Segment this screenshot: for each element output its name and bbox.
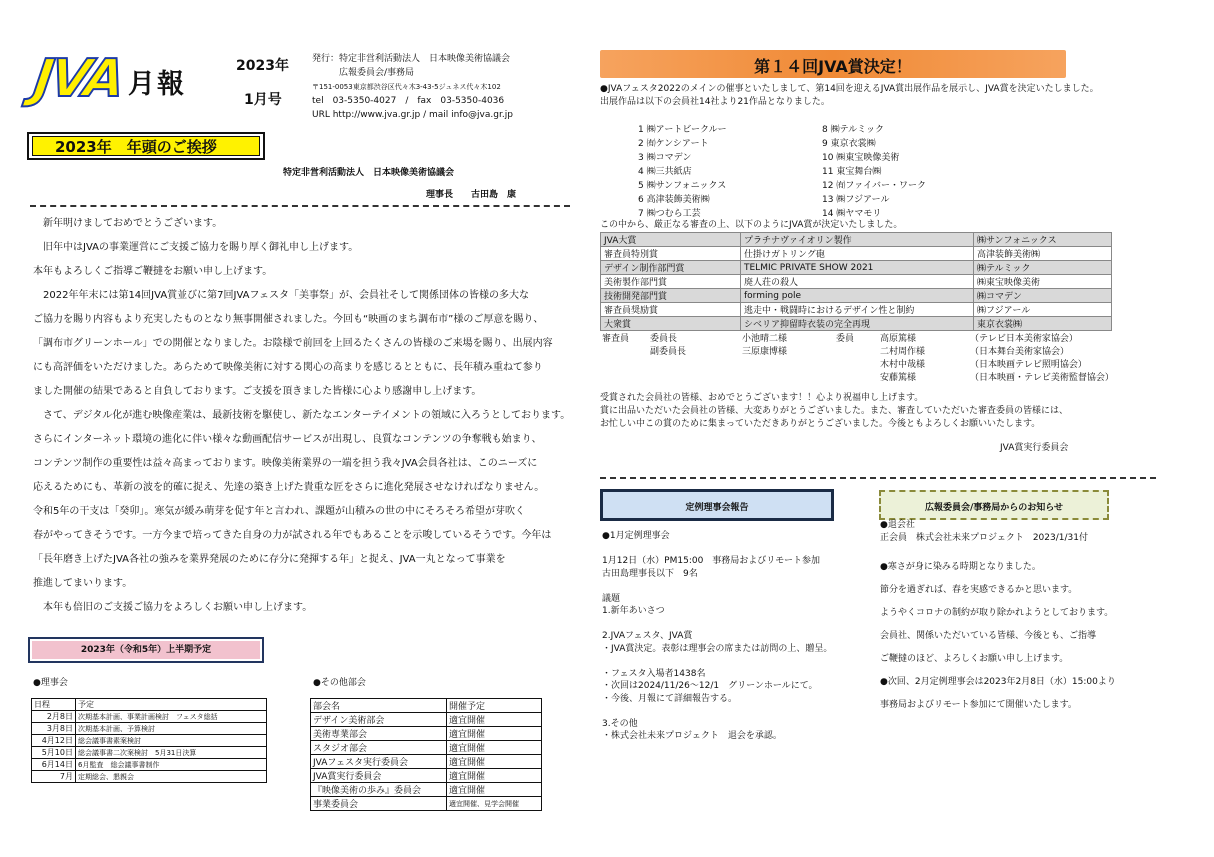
greeting-title: 2023年 年頭のご挨拶 <box>32 136 260 156</box>
notice-message <box>880 556 1116 717</box>
company-item: 13 ㈱フジアール <box>822 195 890 205</box>
report-line: ・フェスタ入場者1438名 <box>602 668 706 679</box>
decision-text: この中から、厳正なる審査の上、以下のようにJVA賞が決定いたしました。 <box>600 220 903 230</box>
greeting-line: 春がやってきそうです。一方今まで培ってきた自身の力が試される年でもあることを示唆しているそうです。今年は <box>33 530 552 541</box>
company-item: 3 ㈱コマデン <box>638 153 692 163</box>
board-report-body <box>602 530 832 743</box>
winner-row <box>601 247 1112 261</box>
report-line <box>602 705 832 718</box>
chair-label: 委員長 <box>650 334 678 344</box>
schedule-title-box <box>28 637 264 663</box>
board-heading: ●理事会 <box>33 678 68 688</box>
winner-row <box>601 275 1112 289</box>
company-item: 9 東京衣裳㈱ <box>822 139 876 149</box>
company-item: 4 ㈱三共紙店 <box>638 167 692 177</box>
table-row <box>311 797 542 811</box>
table-row <box>311 713 542 727</box>
report-line <box>602 543 832 556</box>
publisher-line: 発行：特定非営利活動法人 日本映像美術協議会 <box>312 54 511 64</box>
notice-line: ●次回、2月定例理事会は2023年2月8日（水）15:00より <box>880 677 1116 687</box>
table-row <box>32 771 267 783</box>
table-row <box>311 741 542 755</box>
plan-cell: 次期基本計画、事業計画検討 フェスタ総括 <box>76 711 267 723</box>
issue-year: 2023年 <box>236 58 289 74</box>
winner-company: ㈱コマデン <box>974 289 1112 303</box>
schedule-title: 2023年（令和5年）上半期予定 <box>32 641 260 659</box>
report-line <box>602 580 832 593</box>
vice-name: 三原康博様 <box>742 347 788 357</box>
other-heading: ●その他部会 <box>313 678 366 688</box>
plan-cell: 適宜開催 <box>447 783 542 797</box>
greeting-signer: 理事長 古田島 康 <box>426 190 517 200</box>
judge-org: （テレビ日本美術家協会） <box>970 334 1078 344</box>
notice-line: ようやくコロナの制約が取り除かれようとしております。 <box>880 608 1114 618</box>
notice-withdrawal <box>880 519 1088 545</box>
date-cell: 3月8日 <box>32 723 76 735</box>
winner-company: 高津装飾美術㈱ <box>974 247 1112 261</box>
committee-cell: JVA賞実行委員会 <box>311 769 447 783</box>
greeting-line: 推進してまいります。 <box>33 578 133 589</box>
date-cell: 5月10日 <box>32 747 76 759</box>
other-committees-table <box>310 698 542 811</box>
plan-cell: 適宜開催、見学会開催 <box>447 797 542 811</box>
judge-org: （日本舞台美術家協会） <box>970 347 1070 357</box>
award-banner <box>600 50 1066 78</box>
company-item: 8 ㈱テルミック <box>822 125 884 135</box>
publisher-line: 広報委員会/事務局 <box>312 68 415 78</box>
greeting-line: コンテンツ制作の重要性は益々高まっております。映像美術業界の一端を担う我々JVA会員各社は、このニーズに <box>33 458 538 469</box>
table-row <box>311 769 542 783</box>
table-row <box>32 747 267 759</box>
award-title: 第１４回JVA賞決定！ <box>754 57 912 76</box>
company-item: 11 東宝舞台㈱ <box>822 167 882 177</box>
board-schedule-table <box>31 698 267 783</box>
company-item: 14 ㈱ヤマモリ <box>822 209 882 219</box>
work-title: TELMIC PRIVATE SHOW 2021 <box>741 261 974 275</box>
greeting-title-box <box>27 132 265 160</box>
committee-cell: JVAフェスタ実行委員会 <box>311 755 447 769</box>
plan-cell: 適宜開催 <box>447 713 542 727</box>
report-line: ・次回は2024/11/26～12/1 グリーンホールにて。 <box>602 681 818 691</box>
judge-org: （日本映画テレビ照明協会） <box>970 360 1087 370</box>
judge-members <box>880 333 925 385</box>
closing-line: お忙しい中この賞のために集まっていただきありがとうございました。今後ともよろしくお願いいたします。 <box>600 419 1041 429</box>
board-report-title: 定例理事会報告 <box>685 503 749 513</box>
company-item: 2 ㈲ケンシアート <box>638 139 709 149</box>
award-name: 技術開発部門賞 <box>601 289 741 303</box>
report-line: 1月12日（水）PM15:00 事務局およびリモート参加 <box>602 556 820 566</box>
report-line <box>602 655 832 668</box>
newsletter-title: 月報 <box>128 69 186 100</box>
greeting-body <box>33 212 573 620</box>
table-row <box>311 755 542 769</box>
committee-cell: デザイン美術部会 <box>311 713 447 727</box>
greeting-line: ました開催の結果であると自負しております。ご支援を頂きました皆様に心より感謝申し上げます。 <box>33 386 482 397</box>
award-intro <box>600 83 1099 109</box>
greeting-line: 本年もよろしくご指導ご鞭撻をお願い申し上げます。 <box>33 266 273 277</box>
table-row <box>311 727 542 741</box>
divider <box>600 477 1156 479</box>
members-label: 委員 <box>836 334 855 344</box>
board-report-title-box <box>600 489 834 521</box>
greeting-org: 特定非営利活動法人 日本映像美術協議会 <box>283 168 455 178</box>
table-header-row <box>32 699 267 711</box>
winner-row <box>601 317 1112 331</box>
judge-name: 木村中哉様 <box>880 360 926 370</box>
judges-label: 審査員 <box>602 334 630 344</box>
notice-line: ●寒さが身に染みる時期となりました。 <box>880 562 1041 572</box>
date-cell: 6月14日 <box>32 759 76 771</box>
header-cell: 日程 <box>32 699 76 711</box>
work-title: 廃人荘の殺人 <box>741 275 974 289</box>
notice-line: 正会員 株式会社未来プロジェクト 2023/1/31付 <box>880 533 1088 543</box>
plan-cell: 適宜開催 <box>447 727 542 741</box>
notice-title-box <box>879 490 1109 520</box>
table-row <box>311 783 542 797</box>
report-line: ・株式会社未来プロジェクト 退会を承認。 <box>602 731 782 741</box>
greeting-line: にも高評価をいただけました。あらためて映像美術に対する関心の高まりを感じるとともに、長年積み重ねて参り <box>33 362 543 373</box>
notice-title: 広報委員会/事務局からのお知らせ <box>924 503 1064 513</box>
greeting-line: ご協力を賜り内容もより充実したものとなり無事開催されました。今回も“映画のまち調布市”様のご厚意を賜り、 <box>33 314 544 325</box>
report-line: 2.JVAフェスタ、JVA賞 <box>602 631 693 641</box>
company-item: 10 ㈱東宝映像美術 <box>822 153 900 163</box>
greeting-line: 旧年中はJVAの事業運営にご支援ご協力を賜り厚く御礼申し上げます。 <box>33 242 359 253</box>
date-cell: 7月 <box>32 771 76 783</box>
greeting-line: 応えるためにも、革新の波を的確に捉え、先達の築き上げた貴重な匠をさらに進化発展させなければなりません。 <box>33 482 545 493</box>
report-line: ●1月定例理事会 <box>602 531 670 541</box>
winner-row <box>601 289 1112 303</box>
winner-company: 東京衣裳㈱ <box>974 317 1112 331</box>
chair-name: 小池晴二様 <box>742 334 788 344</box>
plan-cell: 適宜開催 <box>447 769 542 783</box>
winner-company: ㈱テルミック <box>974 261 1112 275</box>
report-line: 古田島理事長以下 9名 <box>602 568 698 579</box>
notice-line: ●退会社 <box>880 520 915 530</box>
work-title: プラチナヴァイオリン製作 <box>741 233 974 247</box>
jva-logo: JVA <box>30 49 126 109</box>
date-cell: 2月8日 <box>32 711 76 723</box>
header-cell: 部会名 <box>311 699 447 713</box>
winner-company: ㈱サンフォニックス <box>974 233 1112 247</box>
committee-cell: 『映像美術の歩み』委員会 <box>311 783 447 797</box>
award-name: 美術製作部門賞 <box>601 275 741 289</box>
report-line: ・今後、月報にて詳細報告する。 <box>602 693 738 704</box>
judge-orgs <box>970 333 1114 385</box>
company-item: 7 ㈱つむら工芸 <box>638 209 701 219</box>
award-name: 大衆賞 <box>601 317 741 331</box>
greeting-line: 新年明けましておめでとうございます。 <box>33 218 223 229</box>
plan-cell: 適宜開催 <box>447 741 542 755</box>
greeting-line: 「調布市グリーンホール」での開催となりました。お陰様で前回を上回るたくさんの皆様のご来場を賜り、出展内容 <box>33 338 553 349</box>
company-item: 5 ㈱サンフォニックス <box>638 181 727 191</box>
notice-line: 会員社、関係いただいている皆様、今後とも、ご指導 <box>880 631 1097 641</box>
award-name: 審査員特別賞 <box>601 247 741 261</box>
judge-name: 高原篤様 <box>880 334 917 344</box>
greeting-line: 2022年年末には第14回JVA賞並びに第7回JVAフェスタ「美事祭」が、会員社そして関係団体の皆様の多大な <box>33 290 530 301</box>
award-winners-table <box>600 232 1112 331</box>
plan-cell: 定期総会、懇親会 <box>76 771 267 783</box>
table-header-row <box>311 699 542 713</box>
winner-company: ㈱フジアール <box>974 303 1112 317</box>
plan-cell: 次期基本計画、予算検討 <box>76 723 267 735</box>
award-name: 審査員奨励賞 <box>601 303 741 317</box>
greeting-line: さて、デジタル化が進む映像産業は、最新技術を駆使し、新たなエンターテイメントの領域に入ろうとしております。 <box>33 410 571 421</box>
award-intro-line: ●JVAフェスタ2022のメインの催事といたしまして、第14回を迎えるJVA賞出展作品を展示し、JVA賞を決定いたしました。 <box>600 84 1099 94</box>
committee-cell: スタジオ部会 <box>311 741 447 755</box>
report-line: ・JVA賞決定。表彰は理事会の席または訪問の上、贈呈。 <box>602 643 833 654</box>
company-list-right <box>822 123 926 221</box>
award-committee: JVA賞実行委員会 <box>1000 443 1069 453</box>
publisher-address: 〒151-0053東京都渋谷区代々木3-43-5ジュネス代々木102 <box>312 83 501 91</box>
report-line: 3.その他 <box>602 718 638 729</box>
notice-line: ご鞭撻のほど、よろしくお願い申し上げます。 <box>880 654 1069 664</box>
committee-cell: 美術専業部会 <box>311 727 447 741</box>
plan-cell: 6月監査 総会議事書制作 <box>76 759 267 771</box>
greeting-line: さらにインターネット環境の進化に伴い様々な動画配信サービスが出現し、良質なコンテンツの争奪戦も始まり、 <box>33 434 542 445</box>
work-title: 逃走中・戦闘時におけるデザイン性と制約 <box>741 303 974 317</box>
company-item: 6 高津装飾美術㈱ <box>638 195 710 205</box>
publisher-url[interactable]: URL http://www.jva.gr.jp / mail info@jva.gr.jp <box>312 110 513 120</box>
award-closing <box>600 392 1068 431</box>
winner-row <box>601 261 1112 275</box>
table-row <box>32 723 267 735</box>
vice-label: 副委員長 <box>650 347 687 357</box>
award-name: JVA大賞 <box>601 233 741 247</box>
notice-line: 事務局およびリモート参加にて開催いたします。 <box>880 700 1077 710</box>
judge-name: 二村周作様 <box>880 347 926 357</box>
plan-cell: 総会議事書二次案検討 5月31日決算 <box>76 747 267 759</box>
report-line: 1.新年あいさつ <box>602 606 665 616</box>
award-name: デザイン制作部門賞 <box>601 261 741 275</box>
date-cell: 4月12日 <box>32 735 76 747</box>
greeting-line: 令和5年の干支は「癸卯」。寒気が緩み萌芽を促す年と言われ、課題が山積みの世の中にそろそろ希望が芽吹く <box>33 506 525 517</box>
divider <box>30 205 570 207</box>
table-row <box>32 759 267 771</box>
report-line: 議題 <box>602 593 621 604</box>
publisher-info <box>312 52 513 122</box>
judge-name: 安藤篤様 <box>880 373 917 383</box>
table-row <box>32 735 267 747</box>
table-row <box>32 711 267 723</box>
work-title: 仕掛けガトリング砲 <box>741 247 974 261</box>
work-title: forming pole <box>741 289 974 303</box>
winner-company: ㈱東宝映像美術 <box>974 275 1112 289</box>
work-title: シベリア抑留時衣装の完全再現 <box>741 317 974 331</box>
winner-row <box>601 233 1112 247</box>
company-item: 12 ㈲ファイバー・ワーク <box>822 181 926 191</box>
closing-line: 賞に出品いただいた会員社の皆様、大変ありがとうございました。また、審査していただいた審査委員の皆様には、 <box>600 406 1069 416</box>
header-cell: 予定 <box>76 699 267 711</box>
report-line <box>602 618 832 631</box>
committee-cell: 事業委員会 <box>311 797 447 811</box>
greeting-line: 本年も倍旧のご支援ご協力をよろしくお願い申し上げます。 <box>33 602 313 613</box>
publisher-phone: tel 03-5350-4027 / fax 03-5350-4036 <box>312 96 505 106</box>
judge-org: （日本映画・テレビ美術監督協会） <box>970 373 1114 383</box>
greeting-line: 「長年磨き上げたJVA各社の強みを業界発展のために存分に発揮する年」と捉え、JVA一丸となって事業を <box>33 554 506 565</box>
notice-line: 節分を過ぎれば、春を実感できるかと思います。 <box>880 585 1078 595</box>
plan-cell: 総会議事書素案検討 <box>76 735 267 747</box>
company-item: 1 ㈱アートビークルー <box>638 125 727 135</box>
award-intro-line: 出展作品は以下の会員社14社より21作品となりました。 <box>600 97 830 107</box>
issue-month: 1月号 <box>244 92 282 108</box>
closing-line: 受賞された会員社の皆様、おめでとうございます！！心より祝福申し上げます。 <box>600 393 924 403</box>
header-cell: 開催予定 <box>447 699 542 713</box>
winner-row <box>601 303 1112 317</box>
plan-cell: 適宜開催 <box>447 755 542 769</box>
company-list-left <box>638 123 727 221</box>
